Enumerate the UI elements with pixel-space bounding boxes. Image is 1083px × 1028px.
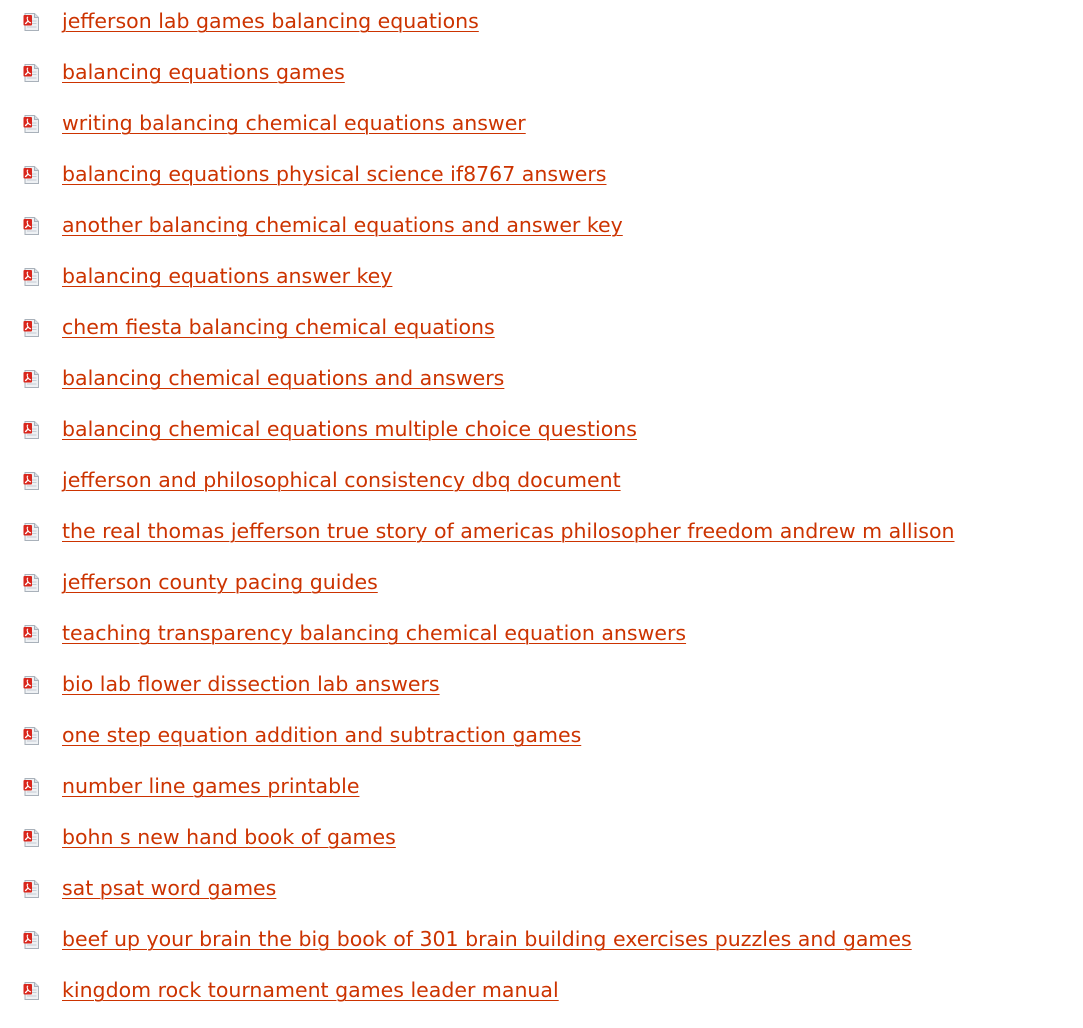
list-item: [0, 812, 1083, 863]
document-link[interactable]: another balancing chemical equations and answer key: [62, 213, 623, 238]
pdf-file-icon: [23, 166, 40, 184]
document-link[interactable]: beef up your brain the big book of 301 brain building exercises puzzles and games: [62, 927, 912, 952]
document-link[interactable]: sat psat word games: [62, 876, 277, 901]
list-item: [0, 608, 1083, 659]
pdf-file-icon: [23, 982, 40, 1000]
pdf-file-icon: [23, 829, 40, 847]
document-link[interactable]: kingdom rock tournament games leader manual: [62, 978, 559, 1003]
document-link[interactable]: the real thomas jefferson true story of americas philosopher freedom andrew m allison: [62, 519, 955, 544]
document-link[interactable]: balancing chemical equations and answers: [62, 366, 505, 391]
document-link[interactable]: jefferson and philosophical consistency dbq document: [62, 468, 621, 493]
list-item: [0, 98, 1083, 149]
list-item: [0, 353, 1083, 404]
list-item: [0, 0, 1083, 47]
document-link[interactable]: number line games printable: [62, 774, 360, 799]
pdf-file-icon: [23, 421, 40, 439]
pdf-file-icon: [23, 574, 40, 592]
list-item: [0, 761, 1083, 812]
document-link[interactable]: bohn s new hand book of games: [62, 825, 396, 850]
pdf-file-icon: [23, 370, 40, 388]
document-link[interactable]: writing balancing chemical equations answer: [62, 111, 526, 136]
list-item: [0, 557, 1083, 608]
document-link[interactable]: jefferson county pacing guides: [62, 570, 378, 595]
pdf-file-icon: [23, 472, 40, 490]
document-link[interactable]: balancing chemical equations multiple choice questions: [62, 417, 637, 442]
document-link[interactable]: jefferson lab games balancing equations: [62, 9, 479, 34]
list-item: [0, 914, 1083, 965]
document-link[interactable]: bio lab flower dissection lab answers: [62, 672, 440, 697]
list-item: [0, 302, 1083, 353]
list-item: [0, 149, 1083, 200]
pdf-file-icon: [23, 64, 40, 82]
pdf-file-icon: [23, 13, 40, 31]
document-link[interactable]: balancing equations physical science if8767 answers: [62, 162, 607, 187]
list-item: [0, 200, 1083, 251]
list-item: [0, 710, 1083, 761]
list-item: [0, 251, 1083, 302]
document-link[interactable]: balancing equations games: [62, 60, 345, 85]
pdf-file-icon: [23, 268, 40, 286]
document-link[interactable]: balancing equations answer key: [62, 264, 393, 289]
pdf-file-icon: [23, 217, 40, 235]
pdf-file-icon: [23, 625, 40, 643]
pdf-file-icon: [23, 727, 40, 745]
pdf-file-icon: [23, 115, 40, 133]
pdf-file-icon: [23, 778, 40, 796]
list-item: [0, 47, 1083, 98]
document-link[interactable]: teaching transparency balancing chemical equation answers: [62, 621, 687, 646]
pdf-file-icon: [23, 319, 40, 337]
document-link[interactable]: chem fiesta balancing chemical equations: [62, 315, 495, 340]
document-link[interactable]: one step equation addition and subtraction games: [62, 723, 582, 748]
list-item: [0, 506, 1083, 557]
pdf-file-icon: [23, 931, 40, 949]
list-item: [0, 863, 1083, 914]
list-item: [0, 659, 1083, 710]
list-item: [0, 965, 1083, 1016]
list-item: [0, 404, 1083, 455]
pdf-file-icon: [23, 523, 40, 541]
pdf-file-icon: [23, 880, 40, 898]
list-item: [0, 455, 1083, 506]
pdf-file-icon: [23, 676, 40, 694]
